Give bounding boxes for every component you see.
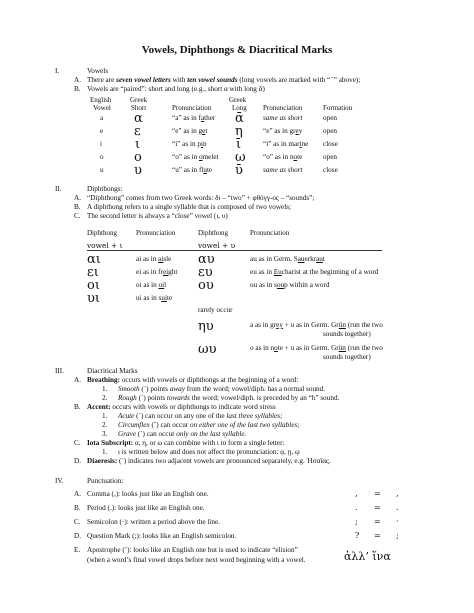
short-pronunciation: “o” as in omelet [172,153,219,161]
col-pronunciation-3: Pronunciation [136,229,176,237]
s2-c-text: The second letter is always a “close” vowel (ι, υ) [87,212,228,220]
s3-b1-number: 1. [102,412,108,420]
diphthong-pronunciation: a as in grey + u as in Germ. Grün (run the two [250,321,383,329]
s3-a1-number: 1. [102,385,108,393]
s3-a2-number: 2. [102,394,108,402]
greek-diphthong: υι [87,291,100,306]
greek-short-vowel: α [134,111,143,126]
long-pronunciation: “i” as in marine [263,140,309,148]
s3-b-text: Accent: occurs with vowels or diphthongs to indicate word stress [87,403,276,411]
equals-sign: = [374,517,381,526]
col-pronunciation-2: Pronunciation [263,104,303,112]
page-title: Vowels, Diphthongs & Diacritical Marks [141,44,333,56]
diphthong-pronunciation-cont: sounds together) [323,330,371,338]
formation: close [323,166,338,174]
greek-mark: , [396,489,399,498]
col-pronunciation-1: Pronunciation [172,104,212,112]
section-1-heading: Vowels [87,67,109,75]
section-4-heading: Punctuation: [87,477,124,485]
item-label: D. [74,532,81,540]
short-pronunciation: “u” as in flute [172,166,213,174]
diphthong-pronunciation: ui as in suite [136,294,173,302]
s2-b-label: B. [74,203,81,211]
english-mark: . [355,503,358,512]
s3-b2-number: 2. [102,421,108,429]
short-pronunciation: “e” as in get [172,127,208,135]
english-vowel: i [100,140,102,148]
s4-e-label: E. [74,546,81,554]
s1-b-label: B. [74,85,81,93]
col-english: English [90,96,112,104]
greek-diphthong: αυ [198,252,215,267]
item-text: Period (.): looks just like an English one. [87,504,205,512]
greek-long-vowel: ω [235,150,246,165]
section-4-number: IV. [55,477,64,485]
long-pronunciation: same as short [263,166,303,174]
col-pronunciation-4: Pronunciation [250,229,290,237]
col-vowel-upsilon: vowel + υ [198,241,236,250]
col-vowel-iota: vowel + ι [87,241,123,250]
s3-b3-number: 3. [102,430,108,438]
s3-c1-text: ι is written below and does not affect the pronunciation: ᾳ, ῃ, ῳ [118,448,300,456]
greek-mark: · [396,517,399,526]
s3-c-text: Iota Subscript: α, η, or ω can combine with ι to form a single letter: [87,439,285,447]
greek-long-vowel: η [235,124,243,139]
english-mark: ? [355,531,360,540]
equals-sign: = [374,531,381,540]
s3-c1-number: 1. [102,448,108,456]
item-label: B. [74,504,81,512]
greek-mark: ; [396,531,399,540]
s3-a2-text: Rough (῾) points towards the word; vowel/diph. is preceded by an “h” sound. [118,394,340,402]
s1-b-text: Vowels are “paired”: short and long (e.g., short α with long ᾱ) [87,85,265,93]
s3-d-label: D. [74,457,81,465]
english-vowel: e [100,127,104,135]
greek-long-vowel: ῑ [236,137,242,152]
item-text: Semicolon (·): written a period above the line. [87,518,220,526]
greek-short-vowel: ε [134,124,141,139]
diphthong-pronunciation: ou as in soup within a word [250,281,330,289]
diphthong-pronunciation: ei as in freight [136,268,178,276]
diphthong-pronunciation: ai as in aisle [136,255,172,263]
col-vowel: Vowel [93,104,111,112]
short-pronunciation: “i” as in pin [172,140,207,148]
item-text: Comma (,): looks just like an English one. [87,490,209,498]
greek-diphthong: ηυ [198,319,214,334]
col-formation: Formation [323,104,353,112]
greek-short-vowel: ο [134,150,142,165]
s4-e-text-1: Apostrophe (’): looks like an English one but is used to indicate “elision” [87,546,298,554]
s2-a-label: A. [74,194,81,202]
section-3-heading: Diacritical Marks [87,367,138,375]
s3-a-label: A. [74,376,81,384]
s2-b-text: A diphthong refers to a single syllable that is composed of two vowels; [87,203,292,211]
col-short: Short [131,104,147,112]
greek-short-vowel: υ [134,163,142,178]
s1-a-text: There are seven vowel letters with ten vowel sounds (long vowels are marked with “ ̄ ” above); [87,76,361,84]
equals-sign: = [374,489,381,498]
diphthong-pronunciation-cont: sounds together) [323,353,371,361]
section-2-number: II. [55,185,62,193]
s1-a-label: A. [74,76,81,84]
english-mark: , [355,489,358,498]
section-1-number: I. [55,67,60,75]
diphthong-pronunciation: au as in Germ. Sauerkraut [250,255,325,263]
section-2-heading: Diphthongs: [87,185,123,193]
col-greek-short-1: Greek [130,96,148,104]
col-long: Long [232,104,247,112]
english-mark: ; [355,517,358,526]
col-diphthong-2: Diphthong [198,229,228,237]
s2-a-text: “Diphthong” comes from two Greek words: δι – “two” + φθόγγ-ος – “sounds”; [87,194,315,202]
rarely-occur-note: rarely occur [198,306,233,314]
formation: close [323,140,338,148]
greek-long-vowel: ᾱ [235,111,244,126]
diphthong-pronunciation: oi as in oil [136,281,167,289]
greek-long-vowel: ῡ [235,163,243,178]
long-pronunciation: “e” as in grey [263,127,303,135]
elision-example: ἀλλ’ ἵνα [344,550,391,563]
greek-diphthong: ει [87,265,99,280]
item-text: Question Mark (;): looks like an English semicolon. [87,532,237,540]
s3-a-text: Breathing: occurs with vowels or diphthongs at the beginning of a word: [87,376,299,384]
english-vowel: u [100,166,104,174]
s3-b2-text: Circumflex (῀) can occur on either one of the last two syllables; [118,421,300,429]
greek-mark: . [396,503,399,512]
long-pronunciation: “o” as in note [263,153,303,161]
greek-diphthong: ου [198,278,214,293]
english-vowel: o [100,153,104,161]
short-pronunciation: “a” as in father [172,114,216,122]
s3-b-label: B. [74,403,81,411]
greek-diphthong: ωυ [198,342,217,357]
greek-diphthong: αι [87,252,101,267]
greek-diphthong: οι [87,278,100,293]
diphthong-pronunciation: o as in note + u as in Germ. Grün (run the two [250,344,383,352]
s4-e-text-2: (when a word’s final vowel drops before next word beginning with a vowel. [87,556,306,564]
col-greek-long-1: Greek [229,96,247,104]
table-divider [87,250,382,251]
item-label: C. [74,518,81,526]
greek-diphthong: ευ [198,265,213,280]
long-pronunciation: same as short [263,114,303,122]
equals-sign: = [374,503,381,512]
s3-b3-text: Grave (`) can occur only on the last syllable. [118,430,247,438]
english-vowel: a [100,114,104,122]
diphthong-pronunciation: eu as in Eucharist at the beginning of a word [250,268,379,276]
item-label: A. [74,490,81,498]
s3-d-text: Diaeresis: (¨) indicates two adjacent vowels are pronounced separately, e.g. Ἠσαΐας. [87,457,331,465]
formation: open [323,114,337,122]
col-diphthong-1: Diphthong [87,229,117,237]
formation: open [323,153,337,161]
section-3-number: III. [55,367,64,375]
formation: open [323,127,337,135]
greek-short-vowel: ι [135,137,141,152]
s3-a1-text: Smooth (᾿) points away from the word; vowel/diph. has a normal sound. [118,385,326,393]
s3-b1-text: Acute (´) can occur on any one of the last three syllables; [118,412,283,420]
s3-c-label: C. [74,439,81,447]
s2-c-label: C. [74,212,81,220]
